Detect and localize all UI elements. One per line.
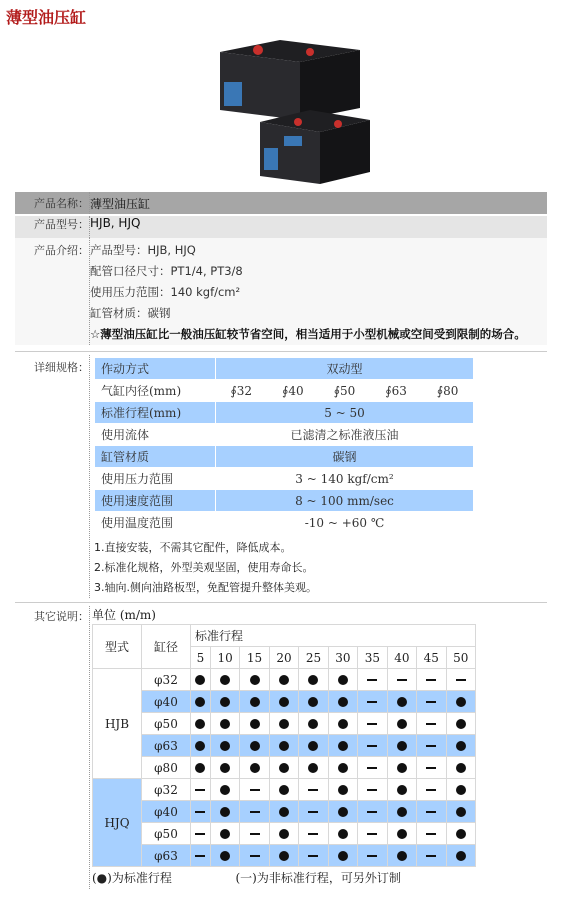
standard-mark-icon: [456, 697, 466, 707]
intro-label: 产品介绍：: [15, 238, 90, 345]
nonstandard-mark-icon: [308, 789, 318, 791]
nonstandard-mark-icon: [250, 811, 260, 813]
temp-value: -10 ~ +60 ℃: [216, 512, 474, 534]
nonstandard-mark-icon: [367, 745, 377, 747]
stroke-mark-cell: [240, 713, 269, 735]
bore-cell: φ32: [142, 779, 191, 801]
stroke-mark-cell: [328, 669, 357, 691]
stroke-mark-cell: [240, 779, 269, 801]
stroke-mark-cell: [387, 691, 416, 713]
bore-value: ∮32: [216, 380, 268, 402]
stroke-mark-cell: [328, 735, 357, 757]
standard-mark-icon: [456, 763, 466, 773]
stroke-column-header: 25: [299, 647, 328, 669]
stroke-mark-cell: [240, 757, 269, 779]
stroke-mark-cell: [446, 669, 475, 691]
bore-cell: φ40: [142, 691, 191, 713]
stroke-table-row: [93, 691, 476, 713]
name-label: 产品名称：: [15, 192, 90, 214]
stroke-mark-cell: [446, 713, 475, 735]
nonstandard-mark-icon: [367, 723, 377, 725]
fluid-value: 已滤清之标准液压油: [216, 424, 474, 446]
bore-cell: φ40: [142, 801, 191, 823]
standard-mark-icon: [279, 697, 289, 707]
stroke-mark-cell: [387, 669, 416, 691]
bore-cell: φ63: [142, 845, 191, 867]
stroke-mark-cell: [269, 669, 298, 691]
standard-mark-icon: [456, 851, 466, 861]
stroke-mark-cell: [328, 845, 357, 867]
nonstandard-mark-icon: [308, 833, 318, 835]
stroke-mark-cell: [210, 757, 239, 779]
standard-mark-icon: [397, 719, 407, 729]
stroke-mark-cell: [240, 823, 269, 845]
action-label: 作动方式: [95, 358, 216, 380]
nonstandard-mark-icon: [426, 767, 436, 769]
stroke-mark-cell: [387, 823, 416, 845]
stroke-header: 标准行程: [191, 625, 476, 647]
standard-mark-icon: [456, 719, 466, 729]
feature-item: 3.轴向.侧向油路板型，免配管提升整体美观。: [94, 581, 317, 594]
bore-value: ∮80: [422, 380, 474, 402]
bore-value: ∮63: [370, 380, 422, 402]
standard-mark-icon: [279, 763, 289, 773]
stroke-table-row: [93, 801, 476, 823]
standard-mark-icon: [279, 829, 289, 839]
stroke-mark-cell: [387, 735, 416, 757]
stroke-mark-cell: [358, 801, 387, 823]
stroke-mark-cell: [358, 691, 387, 713]
stroke-mark-cell: [240, 801, 269, 823]
fluid-label: 使用流体: [95, 424, 216, 446]
standard-mark-icon: [308, 763, 318, 773]
standard-mark-icon: [220, 763, 230, 773]
stroke-mark-cell: [328, 779, 357, 801]
standard-mark-icon: [220, 851, 230, 861]
stroke-mark-cell: [446, 735, 475, 757]
nonstandard-mark-icon: [195, 833, 205, 835]
nonstandard-mark-icon: [456, 679, 466, 681]
nonstandard-mark-icon: [426, 811, 436, 813]
nonstandard-mark-icon: [250, 855, 260, 857]
stroke-mark-cell: [446, 823, 475, 845]
nonstandard-mark-icon: [195, 855, 205, 857]
standard-mark-icon: [195, 719, 205, 729]
stroke-mark-cell: [269, 713, 298, 735]
stroke-mark-cell: [269, 757, 298, 779]
standard-mark-icon: [279, 851, 289, 861]
nonstandard-mark-icon: [250, 789, 260, 791]
standard-mark-icon: [220, 785, 230, 795]
standard-mark-icon: [397, 807, 407, 817]
bore-cell: φ63: [142, 735, 191, 757]
standard-mark-icon: [338, 741, 348, 751]
stroke-mark-cell: [328, 757, 357, 779]
standard-mark-icon: [397, 829, 407, 839]
stroke-mark-cell: [191, 735, 211, 757]
stroke-column-header: 15: [240, 647, 269, 669]
stroke-table-row: [93, 757, 476, 779]
stroke-mark-cell: [269, 735, 298, 757]
standard-mark-icon: [250, 763, 260, 773]
stroke-mark-cell: [358, 779, 387, 801]
other-label: 其它说明：: [34, 610, 89, 623]
model-value: HJB, HJQ: [90, 216, 548, 238]
bore-cell: φ50: [142, 713, 191, 735]
stroke-value: 5 ~ 50: [216, 402, 474, 424]
product-image: [200, 32, 380, 192]
type-header: 型式: [93, 625, 142, 669]
stroke-column-header: 10: [210, 647, 239, 669]
stroke-column-header: 30: [328, 647, 357, 669]
stroke-column-header: 35: [358, 647, 387, 669]
standard-mark-icon: [279, 719, 289, 729]
stroke-mark-cell: [358, 823, 387, 845]
stroke-mark-cell: [269, 691, 298, 713]
standard-mark-icon: [456, 785, 466, 795]
stroke-mark-cell: [328, 823, 357, 845]
nonstandard-mark-icon: [250, 833, 260, 835]
standard-mark-icon: [338, 851, 348, 861]
nonstandard-mark-icon: [367, 701, 377, 703]
nonstandard-mark-icon: [426, 679, 436, 681]
nonstandard-mark-icon: [397, 679, 407, 681]
bore-cell: φ32: [142, 669, 191, 691]
stroke-column-header: 45: [417, 647, 446, 669]
stroke-mark-cell: [240, 735, 269, 757]
stroke-mark-cell: [328, 801, 357, 823]
stroke-mark-cell: [299, 669, 328, 691]
standard-mark-icon: [397, 785, 407, 795]
stroke-mark-cell: [299, 713, 328, 735]
stroke-mark-cell: [446, 691, 475, 713]
standard-mark-icon: [220, 719, 230, 729]
stroke-mark-cell: [210, 735, 239, 757]
model-label: 产品型号：: [15, 216, 90, 238]
standard-mark-icon: [308, 741, 318, 751]
stroke-column-header: 50: [446, 647, 475, 669]
stroke-mark-cell: [299, 757, 328, 779]
standard-mark-icon: [279, 741, 289, 751]
nonstandard-mark-icon: [426, 701, 436, 703]
standard-mark-icon: [220, 807, 230, 817]
stroke-mark-cell: [417, 757, 446, 779]
stroke-mark-cell: [387, 845, 416, 867]
stroke-mark-cell: [417, 779, 446, 801]
stroke-mark-cell: [240, 691, 269, 713]
stroke-mark-cell: [387, 713, 416, 735]
nonstandard-mark-icon: [367, 679, 377, 681]
speed-value: 8 ~ 100 mm/sec: [216, 490, 474, 512]
standard-mark-icon: [456, 807, 466, 817]
stroke-mark-cell: [240, 845, 269, 867]
standard-mark-icon: [308, 697, 318, 707]
stroke-mark-cell: [417, 669, 446, 691]
stroke-table-row: [93, 823, 476, 845]
bore-value: ∮50: [319, 380, 371, 402]
action-value: 双动型: [216, 358, 474, 380]
stroke-mark-cell: [191, 845, 211, 867]
standard-mark-icon: [220, 675, 230, 685]
stroke-mark-cell: [269, 801, 298, 823]
stroke-mark-cell: [191, 691, 211, 713]
nonstandard-mark-icon: [367, 811, 377, 813]
standard-mark-icon: [338, 719, 348, 729]
stroke-mark-cell: [210, 713, 239, 735]
standard-mark-icon: [250, 675, 260, 685]
intro-line: 缸管材质：碳钢: [90, 306, 171, 320]
pressure-label: 使用压力范围: [95, 468, 216, 490]
stroke-mark-cell: [299, 801, 328, 823]
bore-value: ∮40: [267, 380, 319, 402]
nonstandard-mark-icon: [195, 789, 205, 791]
stroke-column-header: 5: [191, 647, 211, 669]
stroke-table-row: [93, 779, 476, 801]
standard-mark-icon: [220, 741, 230, 751]
stroke-mark-cell: [358, 735, 387, 757]
stroke-mark-cell: [328, 713, 357, 735]
speed-label: 使用速度范围: [95, 490, 216, 512]
stroke-mark-cell: [417, 845, 446, 867]
stroke-column-header: 40: [387, 647, 416, 669]
stroke-mark-cell: [269, 823, 298, 845]
stroke-mark-cell: [269, 845, 298, 867]
stroke-mark-cell: [191, 669, 211, 691]
stroke-mark-cell: [417, 713, 446, 735]
stroke-mark-cell: [358, 713, 387, 735]
stroke-mark-cell: [299, 823, 328, 845]
stroke-mark-cell: [210, 801, 239, 823]
stroke-mark-cell: [191, 713, 211, 735]
bore-label: 气缸内径(mm): [95, 380, 216, 402]
stroke-mark-cell: [417, 735, 446, 757]
stroke-mark-cell: [191, 779, 211, 801]
standard-mark-icon: [250, 741, 260, 751]
standard-mark-icon: [338, 675, 348, 685]
stroke-column-header: 20: [269, 647, 298, 669]
stroke-mark-cell: [240, 669, 269, 691]
standard-mark-icon: [397, 851, 407, 861]
legend-nonstandard: (一)为非标准行程，可另外订制: [235, 871, 401, 885]
name-value: 薄型油压缸: [90, 192, 548, 214]
intro-note: ☆薄型油压缸比一般油压缸较节省空间，相当适用于小型机械或空间受到限制的场合。: [90, 327, 526, 341]
temp-label: 使用温度范围: [95, 512, 216, 534]
stroke-table-row: [93, 845, 476, 867]
unit-label: 单位 (m/m): [92, 608, 156, 622]
bore-cell: φ80: [142, 757, 191, 779]
stroke-mark-cell: [299, 779, 328, 801]
stroke-mark-cell: [446, 801, 475, 823]
stroke-mark-cell: [446, 757, 475, 779]
stroke-table-row: [93, 713, 476, 735]
page-title: 薄型油压缸: [6, 8, 87, 27]
stroke-mark-cell: [446, 779, 475, 801]
stroke-mark-cell: [358, 669, 387, 691]
bore-cell: φ50: [142, 823, 191, 845]
stroke-mark-cell: [417, 823, 446, 845]
standard-mark-icon: [220, 829, 230, 839]
standard-mark-icon: [195, 697, 205, 707]
standard-mark-icon: [279, 785, 289, 795]
stroke-mark-cell: [328, 691, 357, 713]
nonstandard-mark-icon: [367, 833, 377, 835]
standard-mark-icon: [338, 763, 348, 773]
type-cell: HJB: [93, 669, 142, 779]
type-cell: HJQ: [93, 779, 142, 867]
intro-line: 产品型号：HJB, HJQ: [90, 243, 196, 257]
nonstandard-mark-icon: [426, 723, 436, 725]
stroke-table-row: [93, 669, 476, 691]
stroke-label: 标准行程(mm): [95, 402, 216, 424]
bore-header: 缸径: [142, 625, 191, 669]
pressure-value: 3 ~ 140 kgf/cm²: [216, 468, 474, 490]
stroke-mark-cell: [210, 823, 239, 845]
stroke-mark-cell: [210, 669, 239, 691]
standard-mark-icon: [397, 741, 407, 751]
stroke-mark-cell: [387, 801, 416, 823]
stroke-mark-cell: [299, 691, 328, 713]
stroke-mark-cell: [299, 845, 328, 867]
stroke-mark-cell: [387, 757, 416, 779]
stroke-mark-cell: [358, 757, 387, 779]
nonstandard-mark-icon: [367, 767, 377, 769]
standard-mark-icon: [279, 807, 289, 817]
stroke-mark-cell: [446, 845, 475, 867]
detail-spec-table: [94, 357, 474, 534]
standard-mark-icon: [308, 719, 318, 729]
stroke-table-row: [93, 735, 476, 757]
stroke-mark-cell: [191, 823, 211, 845]
stroke-mark-cell: [417, 691, 446, 713]
standard-mark-icon: [338, 697, 348, 707]
legend-standard: (●)为标准行程: [92, 871, 172, 885]
nonstandard-mark-icon: [195, 811, 205, 813]
standard-mark-icon: [220, 697, 230, 707]
product-spec-table: [15, 192, 547, 889]
nonstandard-mark-icon: [426, 789, 436, 791]
stroke-mark-cell: [269, 779, 298, 801]
nonstandard-mark-icon: [426, 833, 436, 835]
nonstandard-mark-icon: [367, 855, 377, 857]
stroke-mark-cell: [358, 845, 387, 867]
feature-item: 1.直接安装，不需其它配件，降低成本。: [94, 541, 292, 554]
stroke-mark-cell: [299, 735, 328, 757]
material-value: 碳钢: [216, 446, 474, 468]
standard-mark-icon: [279, 675, 289, 685]
standard-mark-icon: [338, 807, 348, 817]
standard-mark-icon: [338, 829, 348, 839]
stroke-mark-cell: [417, 801, 446, 823]
intro-line: 配管口径尺寸：PT1/4, PT3/8: [90, 264, 243, 278]
nonstandard-mark-icon: [308, 855, 318, 857]
feature-item: 2.标准化规格，外型美观坚固，使用寿命长。: [94, 561, 314, 574]
stroke-mark-cell: [191, 801, 211, 823]
material-label: 缸管材质: [95, 446, 216, 468]
stroke-mark-cell: [210, 779, 239, 801]
standard-mark-icon: [250, 697, 260, 707]
stroke-mark-cell: [210, 691, 239, 713]
intro-line: 使用压力范围：140 kgf/cm²: [90, 285, 241, 299]
standard-mark-icon: [456, 829, 466, 839]
stroke-mark-cell: [210, 845, 239, 867]
standard-mark-icon: [456, 741, 466, 751]
standard-mark-icon: [308, 675, 318, 685]
standard-mark-icon: [250, 719, 260, 729]
detail-label: 详细规格：: [34, 361, 89, 374]
standard-mark-icon: [195, 741, 205, 751]
standard-mark-icon: [338, 785, 348, 795]
nonstandard-mark-icon: [308, 811, 318, 813]
standard-mark-icon: [397, 697, 407, 707]
standard-mark-icon: [195, 675, 205, 685]
nonstandard-mark-icon: [426, 745, 436, 747]
stroke-mark-cell: [191, 757, 211, 779]
stroke-mark-cell: [387, 779, 416, 801]
stroke-availability-table: [92, 624, 476, 867]
standard-mark-icon: [195, 763, 205, 773]
nonstandard-mark-icon: [426, 855, 436, 857]
nonstandard-mark-icon: [367, 789, 377, 791]
standard-mark-icon: [397, 763, 407, 773]
